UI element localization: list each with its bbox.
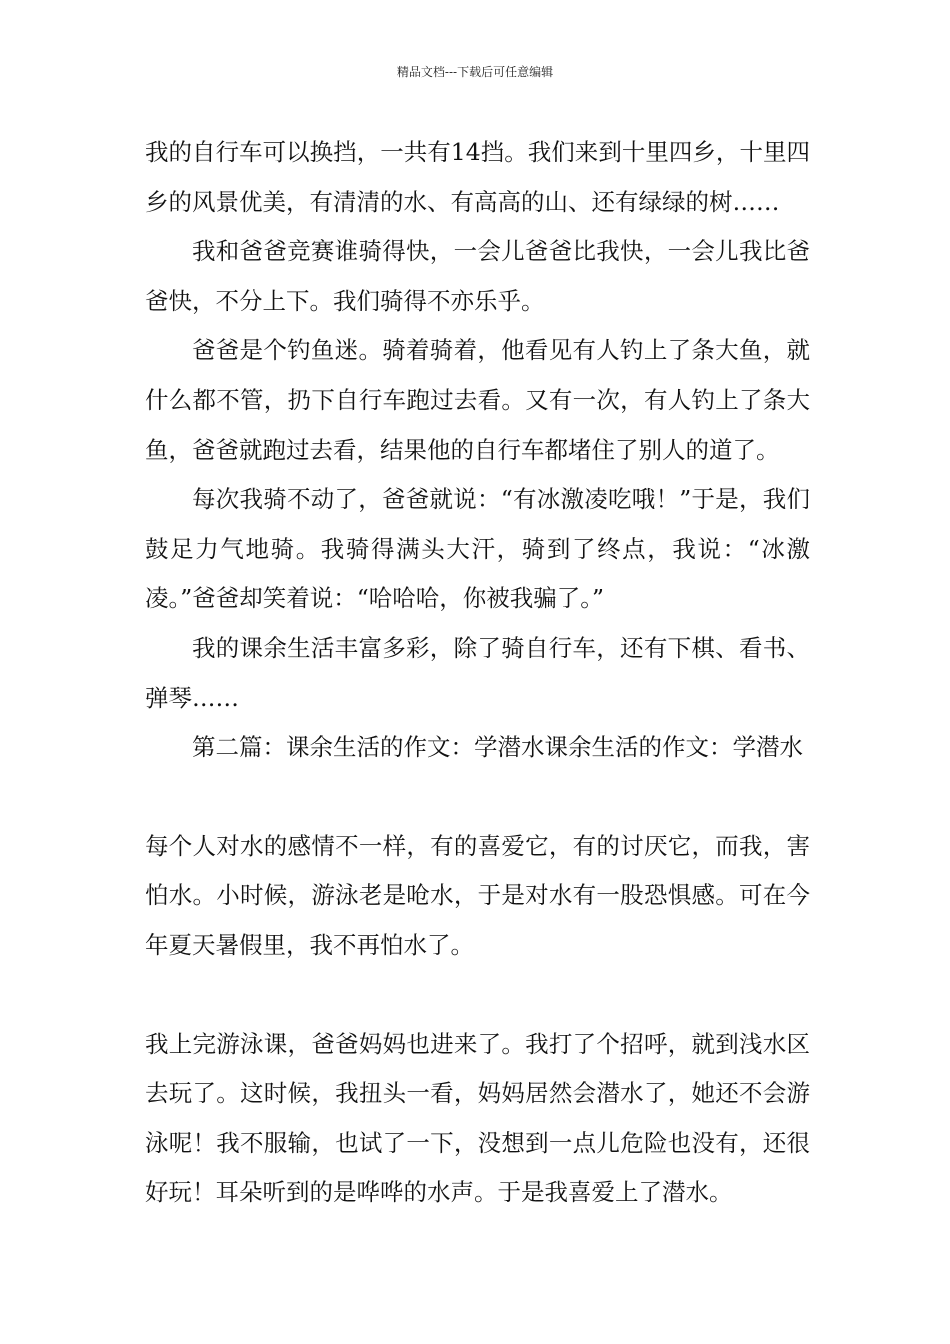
blank-line xyxy=(145,773,810,822)
section-title: 第二篇：课余生活的作文：学潜水课余生活的作文：学潜水 xyxy=(192,733,803,762)
paragraph-learn-diving: 我上完游泳课，爸爸妈妈也进来了。我打了个招呼，就到浅水区去玩了。这时候，我扭头一看，妈妈居然会潜水了，她还不会游泳呢！我不服输，也试了一下，没想到一点儿危险也没有，还很好玩！耳朵听到的是哗哗的水声。于是我喜爱上了潜水。 xyxy=(145,1029,810,1207)
paragraph-bike-gears: 我的自行车可以换挡，一共有14挡。我们来到十里四乡，十里四乡的风景优美，有清清的水、有高高的山、还有绿绿的树…… xyxy=(145,138,810,216)
document-body xyxy=(145,128,810,1218)
paragraph-fishing: 爸爸是个钓鱼迷。骑着骑着，他看见有人钓上了条大鱼，就什么都不管，扔下自行车跑过去看。又有一次，有人钓上了条大鱼，爸爸就跑过去看，结果他的自行车都堵住了别人的道了。 xyxy=(145,336,810,464)
paragraph-race: 我和爸爸竞赛谁骑得快，一会儿爸爸比我快，一会儿我比爸爸快，不分上下。我们骑得不亦乐乎。 xyxy=(145,237,810,315)
page-header: 精品文档---下载后可任意编辑 xyxy=(396,65,554,79)
blank-line xyxy=(145,971,810,1020)
paragraph-hobbies: 我的课余生活丰富多彩，除了骑自行车，还有下棋、看书、弹琴…… xyxy=(145,633,810,712)
paragraph-ice-cream: 每次我骑不动了，爸爸就说：“有冰激凌吃哦！”于是，我们鼓足力气地骑。我骑得满头大汗，骑到了终点，我说：“冰激凌。”爸爸却笑着说：“哈哈哈，你被我骗了。” xyxy=(145,485,810,613)
paragraph-fear-of-water: 每个人对水的感情不一样，有的喜爱它，有的讨厌它，而我，害怕水。小时候，游泳老是呛水，于是对水有一股恐惧感。可在今年夏天暑假里，我不再怕水了。 xyxy=(145,831,810,959)
